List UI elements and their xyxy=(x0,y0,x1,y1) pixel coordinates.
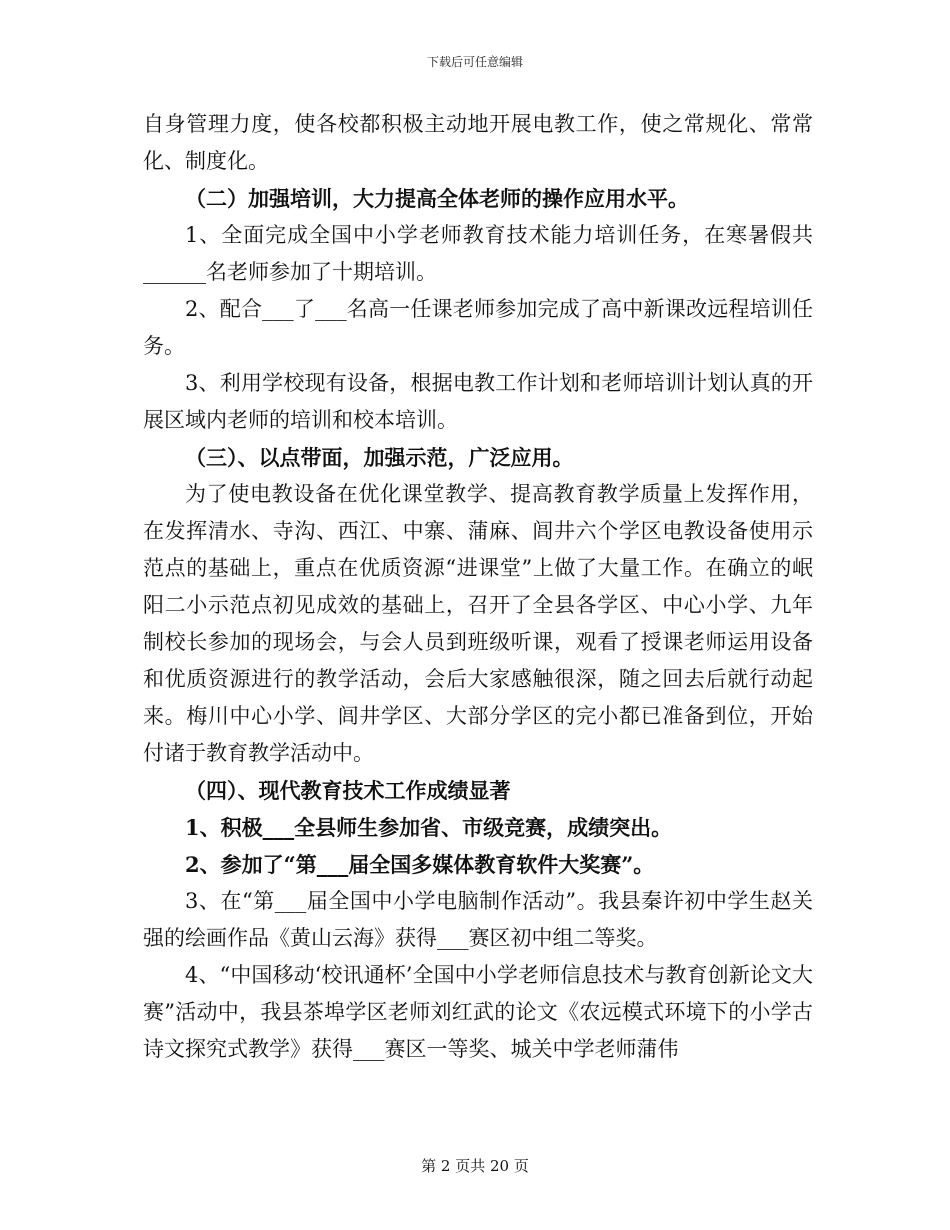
paragraph: 3、利用学校现有设备，根据电教工作计划和老师培训计划认真的开展区域内老师的培训和校本培训。 xyxy=(143,371,813,432)
page-footer: 第 2 页共 20 页 xyxy=(421,1157,529,1175)
document-body xyxy=(143,106,813,1068)
paragraph: 3、在“第___届全国中小学电脑制作活动”。我县秦许初中学生赵关强的绘画作品《黄山云海》获得___赛区初中组二等奖。 xyxy=(143,889,813,950)
section-heading: （二）加强培训，大力提高全体老师的操作应用水平。 xyxy=(185,186,689,211)
section-heading: （四）、现代教育技术工作成绩显著 xyxy=(185,778,511,803)
paragraph: 2、配合___了___名高一任课老师参加完成了高中新课改远程培训任务。 xyxy=(143,297,813,358)
paragraph: 4、“中国移动‘校讯通杯’全国中小学老师信息技术与教育创新论文大赛”活动中，我县茶埠学区老师刘红武的论文《农远模式环境下的小学古诗文探究式教学》获得___赛区一等奖、城关中学老师蒲伟 xyxy=(143,963,813,1061)
paragraph: 自身管理力度，使各校都积极主动地开展电教工作，使之常规化、常常化、制度化。 xyxy=(143,112,813,173)
page-header: 下载后可任意编辑 xyxy=(426,55,523,69)
section-heading: （三）、以点带面，加强示范，广泛应用。 xyxy=(185,445,574,470)
bold-item: 2、参加了“第___届全国多媒体教育软件大奖赛”。 xyxy=(185,852,655,877)
paragraph: 为了使电教设备在优化课堂教学、提高教育教学质量上发挥作用，在发挥清水、寺沟、西江、中寨、蒲麻、闾井六个学区电教设备使用示范点的基础上，重点在优质资源“进课堂”上做了大量工作。在确立的岷阳二小示范点初见成效的基础上，召开了全县各学区、中心小学、九年制校长参加的现场会，与会人员到班级听课，观看了授课老师运用设备和优质资源进行的教学活动，会后大家感触很深，随之回去后就行动起来。梅川中心小学、闾井学区、大部分学区的完小都已准备到位，开始付诸于教育教学活动中。 xyxy=(143,482,813,765)
paragraph: 1、全面完成全国中小学老师教育技术能力培训任务，在寒暑假共______名老师参加了十期培训。 xyxy=(143,223,813,284)
bold-item: 1、积极___全县师生参加省、市级竞赛，成绩突出。 xyxy=(185,815,673,840)
